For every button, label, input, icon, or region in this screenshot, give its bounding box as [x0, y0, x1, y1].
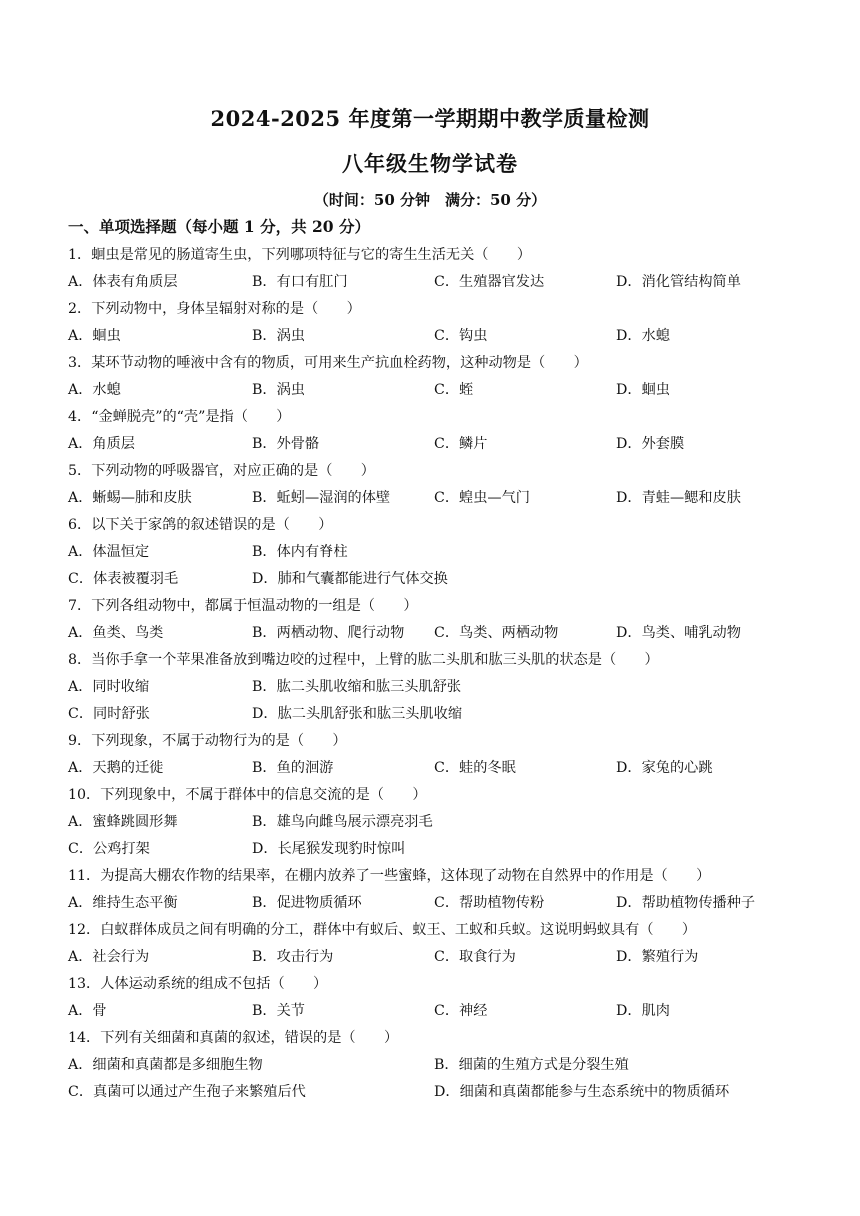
option-row [68, 836, 788, 863]
option-row [68, 890, 788, 917]
option: D．蛔虫 [616, 382, 670, 398]
option-row [68, 431, 788, 458]
question-stem: 4．“金蝉脱壳”的“壳”是指（ ） [68, 409, 291, 425]
option: A．体表有角质层 [68, 274, 178, 290]
option-row [68, 269, 788, 296]
option: A．鱼类、鸟类 [68, 625, 164, 641]
option: A．体温恒定 [68, 544, 150, 560]
option: B．攻击行为 [252, 949, 334, 965]
option: D．外套膜 [616, 436, 685, 452]
option: D．肱二头肌舒张和肱三头肌收缩 [252, 706, 463, 722]
option: A．蛔虫 [68, 328, 121, 344]
option: D．长尾猴发现豹时惊叫 [252, 841, 406, 857]
section-heading: 一、单项选择题（每小题 1 分，共 20 分） [68, 217, 370, 236]
option-row [68, 377, 788, 404]
option: C．真菌可以通过产生孢子来繁殖后代 [68, 1084, 306, 1100]
option: D．繁殖行为 [616, 949, 699, 965]
option-row [68, 323, 788, 350]
option: C．钩虫 [434, 328, 488, 344]
option: D．帮助植物传播种子 [616, 895, 756, 911]
option: B．蚯蚓—湿润的体壁 [252, 490, 391, 506]
option: B．细菌的生殖方式是分裂生殖 [434, 1057, 629, 1073]
question-list [68, 242, 788, 1106]
option: B．关节 [252, 1003, 305, 1019]
option: C．生殖器官发达 [434, 274, 545, 290]
option: C．体表被覆羽毛 [68, 571, 179, 587]
option: A．同时收缩 [68, 679, 150, 695]
option: D．肺和气囊都能进行气体交换 [252, 571, 448, 587]
option: B．促进物质循环 [252, 895, 362, 911]
option: C．同时舒张 [68, 706, 150, 722]
option: C．蛭 [434, 382, 474, 398]
option: A．水螅 [68, 382, 121, 398]
option: D．细菌和真菌都能参与生态系统中的物质循环 [434, 1084, 730, 1100]
option: A．角质层 [68, 436, 135, 452]
option: A．蜜蜂跳圆形舞 [68, 814, 178, 830]
question-stem: 10．下列现象中，不属于群体中的信息交流的是（ ） [68, 787, 427, 803]
question-stem: 13．人体运动系统的组成不包括（ ） [68, 976, 328, 992]
question-stem: 14．下列有关细菌和真菌的叙述，错误的是（ ） [68, 1030, 399, 1046]
option: D．青蛙—鳃和皮肤 [616, 490, 741, 506]
option-row [68, 485, 788, 512]
question-stem: 9．下列现象，不属于动物行为的是（ ） [68, 733, 347, 749]
question-stem: 5．下列动物的呼吸器官，对应正确的是（ ） [68, 463, 375, 479]
question-stem: 6．以下关于家鸽的叙述错误的是（ ） [68, 517, 333, 533]
option: D．肌肉 [616, 1003, 670, 1019]
option: B．有口有肛门 [252, 274, 348, 290]
option: A．骨 [68, 1003, 107, 1019]
option-row [68, 620, 788, 647]
question-stem: 8．当你手拿一个苹果准备放到嘴边咬的过程中，上臂的肱二头肌和肱三头肌的状态是（ ） [68, 652, 659, 668]
option: B．雄鸟向雌鸟展示漂亮羽毛 [252, 814, 433, 830]
option: C．公鸡打架 [68, 841, 150, 857]
option: D．鸟类、哺乳动物 [616, 625, 741, 641]
option: B．两栖动物、爬行动物 [252, 625, 405, 641]
question-stem: 11．为提高大棚农作物的结果率，在棚内放养了一些蜜蜂，这体现了动物在自然界中的作用是（ ） [68, 868, 711, 884]
question-stem: 1．蛔虫是常见的肠道寄生虫，下列哪项特征与它的寄生生活无关（ ） [68, 247, 532, 263]
exam-title: 2024-2025 年度第一学期期中教学质量检测 [210, 106, 650, 131]
option: C．鸟类、两栖动物 [434, 625, 559, 641]
option: A．天鹅的迁徙 [68, 760, 164, 776]
option-row [68, 701, 788, 728]
option-row [68, 809, 788, 836]
option: C．蝗虫—气门 [434, 490, 530, 506]
option-row [68, 944, 788, 971]
exam-subtitle: 八年级生物学试卷 [342, 151, 518, 176]
exam-time-score: （时间：50 分钟 满分：50 分） [313, 191, 547, 209]
option: A．社会行为 [68, 949, 150, 965]
option-row [68, 566, 788, 593]
option: C．帮助植物传粉 [434, 895, 545, 911]
question-stem: 2．下列动物中，身体呈辐射对称的是（ ） [68, 301, 361, 317]
option: A．维持生态平衡 [68, 895, 178, 911]
option-row [68, 539, 788, 566]
option: B．涡虫 [252, 382, 305, 398]
option: C．蛙的冬眠 [434, 760, 516, 776]
option-row [68, 755, 788, 782]
option: B．外骨骼 [252, 436, 320, 452]
question-stem: 3．某环节动物的唾液中含有的物质，可用来生产抗血栓药物，这种动物是（ ） [68, 355, 588, 371]
option: D．消化管结构简单 [616, 274, 741, 290]
option-row [68, 1052, 788, 1079]
option: C．神经 [434, 1003, 488, 1019]
option: B．涡虫 [252, 328, 305, 344]
question-stem: 7．下列各组动物中，都属于恒温动物的一组是（ ） [68, 598, 418, 614]
option-row [68, 674, 788, 701]
option: B．鱼的洄游 [252, 760, 334, 776]
option: D．水螅 [616, 328, 670, 344]
option-row [68, 998, 788, 1025]
option: B．体内有脊柱 [252, 544, 348, 560]
option: A．蜥蜴—肺和皮肤 [68, 490, 192, 506]
question-stem: 12．白蚁群体成员之间有明确的分工，群体中有蚁后、蚁王、工蚁和兵蚁。这说明蚂蚁具有（ ） [68, 922, 697, 938]
option: A．细菌和真菌都是多细胞生物 [68, 1057, 263, 1073]
option-row [68, 1079, 788, 1106]
option: D．家兔的心跳 [616, 760, 713, 776]
option: C．鳞片 [434, 436, 488, 452]
option: C．取食行为 [434, 949, 516, 965]
option: B．肱二头肌收缩和肱三头肌舒张 [252, 679, 462, 695]
